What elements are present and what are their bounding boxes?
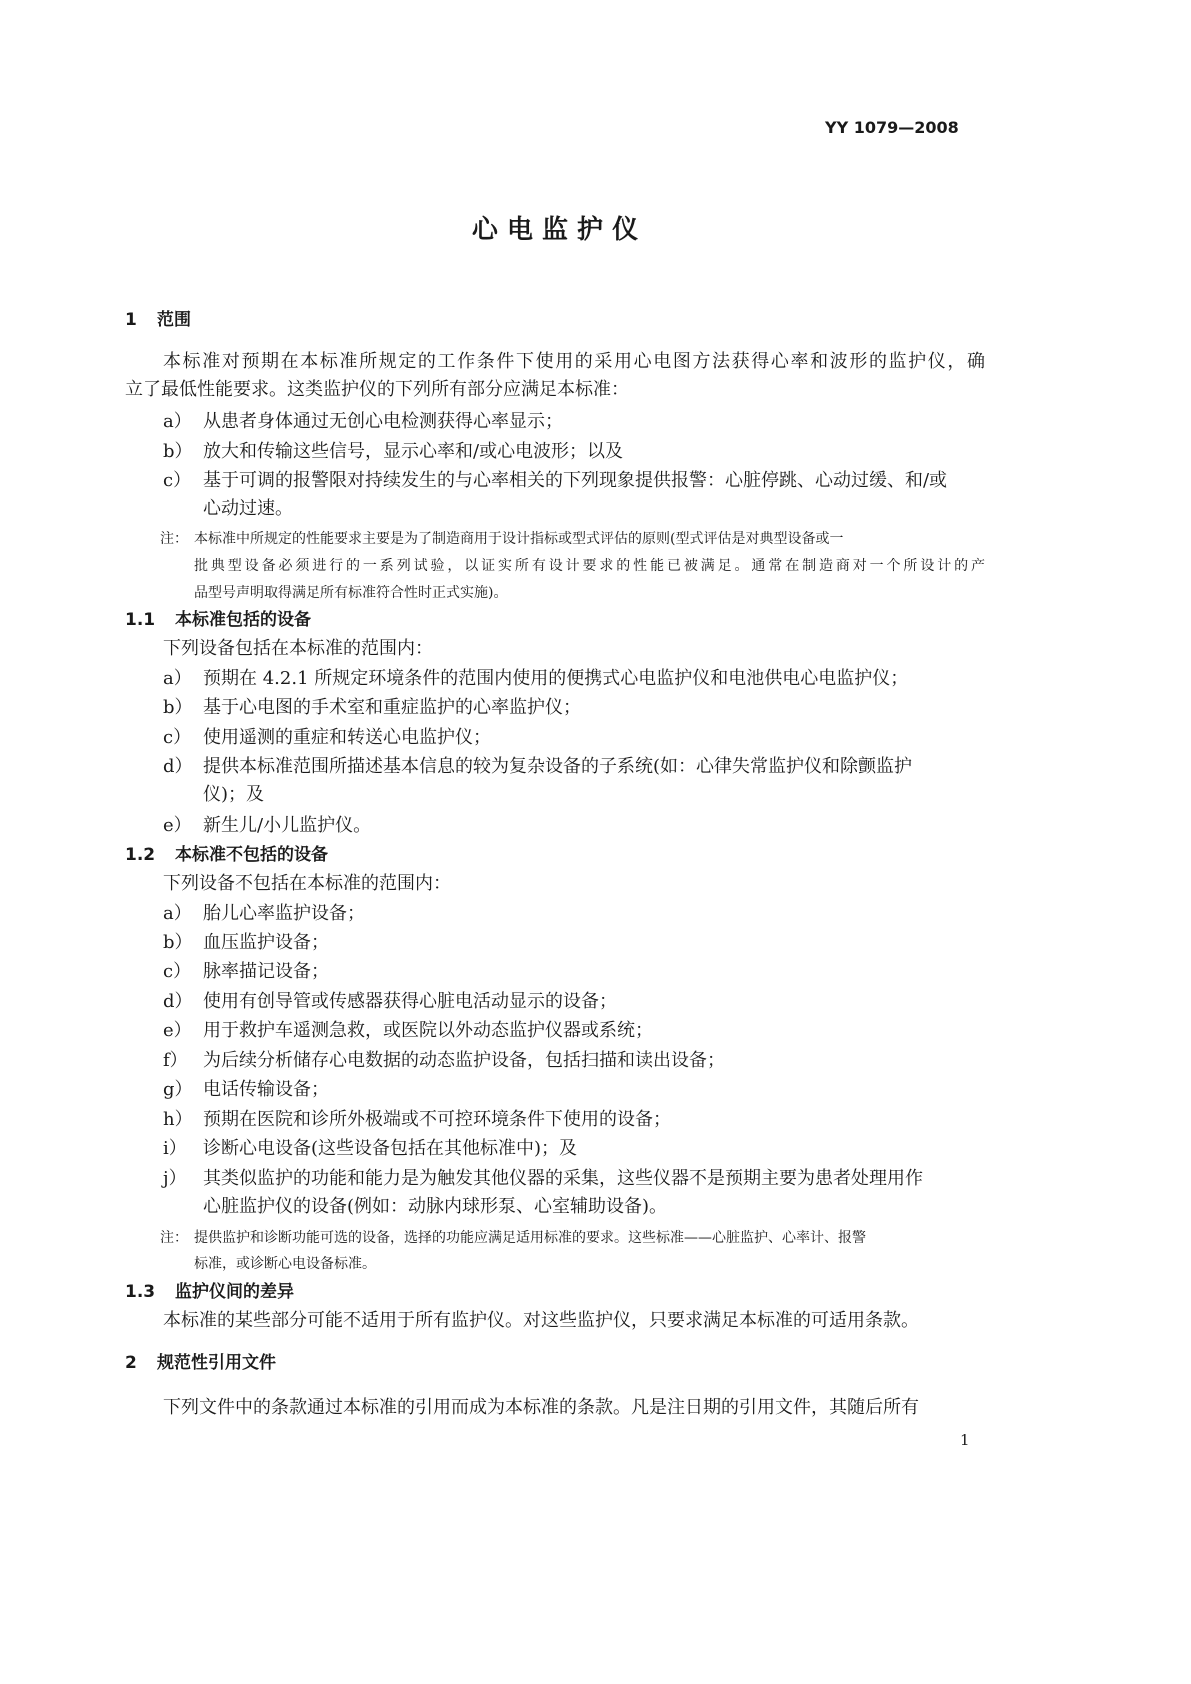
- item-text: 预期在 4.2.1 所规定环境条件的范围内使用的便携式心电监护仪和电池供电心电监护仪；: [203, 668, 909, 689]
- note-text: 品型号声明取得满足所有标准符合性时正式实施)。: [194, 585, 508, 601]
- item-marker: f）: [163, 1050, 188, 1071]
- section-title: 本标准包括的设备: [175, 610, 311, 630]
- item-text-continued: 仪)；及: [203, 784, 265, 805]
- item-marker: b）: [163, 932, 193, 953]
- item-marker: d）: [163, 756, 193, 777]
- item-text: 从患者身体通过无创心电检测获得心率显示；: [203, 411, 563, 432]
- section-title: 范围: [157, 310, 191, 330]
- note-marker: 注：: [160, 1230, 188, 1246]
- item-text: 脉率描记设备；: [203, 961, 329, 982]
- item-text: 预期在医院和诊所外极端或不可控环境条件下使用的设备；: [203, 1109, 671, 1130]
- list-item: [163, 667, 908, 691]
- intro: 下列设备不包括在本标准的范围内：: [163, 873, 451, 894]
- note-text: 批典型设备必须进行的一系列试验，以证实所有设计要求的性能已被满足。通常在制造商对一个所设计的产: [194, 558, 985, 574]
- list-item: [163, 410, 563, 434]
- item-marker: c）: [163, 961, 192, 982]
- item-text: 电话传输设备；: [203, 1079, 329, 1100]
- list-item: [163, 469, 985, 493]
- item-text: 放大和传输这些信号，显示心率和/或心电波形；以及: [203, 441, 624, 462]
- section-1-heading: [125, 308, 191, 332]
- item-marker: g）: [163, 1079, 193, 1100]
- list-item: [163, 960, 329, 984]
- item-text: 提供本标准范围所描述基本信息的较为复杂设备的子系统(如：心律失常监护仪和除颤监护: [203, 756, 913, 777]
- item-marker: i）: [163, 1138, 187, 1159]
- list-item: [163, 1049, 725, 1073]
- list-item: [163, 1078, 329, 1102]
- section-title: 规范性引用文件: [157, 1353, 276, 1373]
- list-item: [163, 696, 581, 720]
- item-text-continued: 心动过速。: [203, 498, 293, 519]
- item-text: 新生儿/小儿监护仪。: [203, 815, 372, 836]
- item-text: 使用有创导管或传感器获得心脏电活动显示的设备；: [203, 991, 617, 1012]
- item-text-continued: 心脏监护仪的设备(例如：动脉内球形泵、心室辅助设备)。: [203, 1196, 668, 1217]
- section-2-heading: [125, 1351, 276, 1375]
- item-text: 为后续分析储存心电数据的动态监护设备，包括扫描和读出设备；: [203, 1050, 725, 1071]
- list-item: [163, 440, 623, 464]
- section-1-2-heading: [125, 843, 328, 867]
- note-marker: 注：: [160, 531, 188, 547]
- list-item: [163, 931, 329, 955]
- section-title: 本标准不包括的设备: [175, 845, 328, 865]
- section-title: 监护仪间的差异: [175, 1282, 294, 1302]
- list-item: [163, 1167, 923, 1191]
- item-text: 其类似监护的功能和能力是为触发其他仪器的采集，这些仪器不是预期主要为患者处理用作: [203, 1168, 923, 1189]
- item-marker: e）: [163, 1020, 192, 1041]
- section-number: 1: [125, 310, 137, 330]
- item-marker: c）: [163, 470, 192, 491]
- item-marker: h）: [163, 1109, 193, 1130]
- item-text: 使用遥测的重症和转送心电监护仪；: [203, 727, 491, 748]
- item-marker: c）: [163, 727, 192, 748]
- item-text: 血压监护设备；: [203, 932, 329, 953]
- item-text: 基于可调的报警限对持续发生的与心率相关的下列现象提供报警：心脏停跳、心动过缓、和/或: [203, 470, 948, 491]
- section-1-1-heading: [125, 608, 311, 632]
- section-number: 1.2: [125, 845, 156, 865]
- section-number: 1.1: [125, 610, 156, 630]
- list-item: [163, 1019, 653, 1043]
- item-marker: a）: [163, 903, 192, 924]
- item-marker: e）: [163, 815, 192, 836]
- standard-code: YY 1079—2008: [825, 118, 959, 137]
- list-item: [163, 1108, 671, 1132]
- item-marker: d）: [163, 991, 193, 1012]
- section-number: 2: [125, 1353, 137, 1373]
- list-item: [163, 726, 491, 750]
- item-text: 用于救护车遥测急救，或医院以外动态监护仪器或系统；: [203, 1020, 653, 1041]
- note: [160, 1226, 866, 1250]
- list-item: [163, 755, 912, 779]
- list-item: [163, 902, 365, 926]
- item-marker: b）: [163, 441, 193, 462]
- item-text: 基于心电图的手术室和重症监护的心率监护仪；: [203, 697, 581, 718]
- item-text: 胎儿心率监护设备；: [203, 903, 365, 924]
- section-number: 1.3: [125, 1282, 156, 1302]
- item-marker: a）: [163, 668, 192, 689]
- page-number: 1: [960, 1431, 970, 1449]
- item-text: 诊断心电设备(这些设备包括在其他标准中)；及: [203, 1138, 578, 1159]
- intro: 下列设备包括在本标准的范围内：: [163, 638, 433, 659]
- note: [160, 527, 843, 551]
- list-item: [163, 990, 617, 1014]
- paragraph-line: 本标准的某些部分可能不适用于所有监护仪。对这些监护仪，只要求满足本标准的可适用条款。: [163, 1310, 919, 1331]
- list-item: [163, 814, 371, 838]
- note-text: 本标准中所规定的性能要求主要是为了制造商用于设计指标或型式评估的原则(型式评估是对典型设备或一: [194, 531, 844, 547]
- item-marker: j）: [163, 1168, 187, 1189]
- paragraph-line: 本标准对预期在本标准所规定的工作条件下使用的采用心电图方法获得心率和波形的监护仪，确: [163, 351, 985, 372]
- paragraph-line: 立了最低性能要求。这类监护仪的下列所有部分应满足本标准：: [125, 379, 629, 400]
- section-1-3-heading: [125, 1280, 294, 1304]
- item-marker: b）: [163, 697, 193, 718]
- paragraph-line: 下列文件中的条款通过本标准的引用而成为本标准的条款。凡是注日期的引用文件，其随后所有: [163, 1397, 919, 1418]
- note-text: 标准，或诊断心电设备标准。: [194, 1256, 376, 1272]
- note-text: 提供监护和诊断功能可选的设备，选择的功能应满足适用标准的要求。这些标准——心脏监护、心率计、报警: [194, 1230, 866, 1246]
- list-item: [163, 1137, 577, 1161]
- document-title: 心 电 监 护 仪: [471, 215, 639, 245]
- item-marker: a）: [163, 411, 192, 432]
